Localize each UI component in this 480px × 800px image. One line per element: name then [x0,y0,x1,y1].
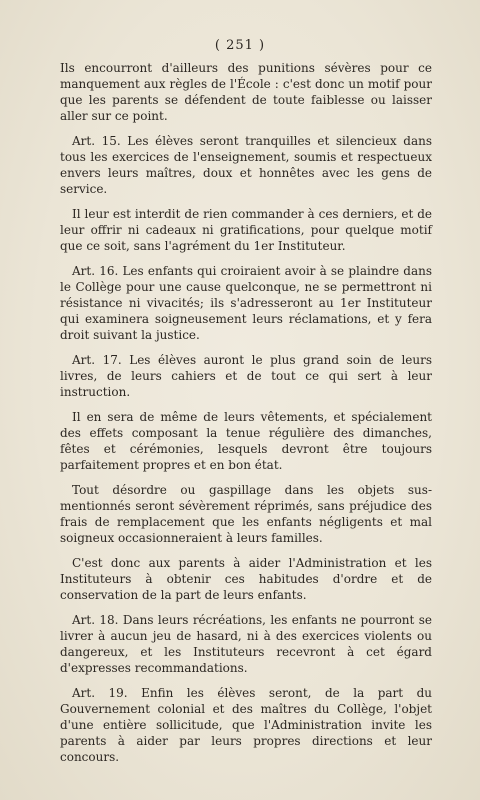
paragraph-3: Il leur est interdit de rien commander à ces derniers, et de leur offrir ni cadeaux ni gratifications, pour quelque motif que ce soit, sans l'agrément du 1er Instituteur. [60,207,432,253]
paragraph-8: C'est donc aux parents à aider l'Administration et les Instituteurs à obtenir ces habitudes d'ordre et de conservation de la part de leurs enfants. [60,556,432,602]
paragraph-art-16: Art. 16. Les enfants qui croiraient avoir à se plaindre dans le Collège pour une cause quelconque, ne se permettront ni résistance ni vivacités; ils s'adresseront au 1er Instituteur qui examinera soigneusement leurs réclamations, et y fera droit suivant la justice. [60,264,432,342]
paragraph-art-17: Art. 17. Les élèves auront le plus grand soin de leurs livres, de leurs cahiers et de tout ce qui sert à leur instruction. [60,353,432,399]
body-text [60,60,432,774]
page-number: ( 251 ) [214,38,266,53]
paragraph-art-15: Art. 15. Les élèves seront tranquilles et silencieux dans tous les exercices de l'enseignement, soumis et respectueux envers leurs maîtres, doux et honnêtes avec les gens de service. [60,134,432,196]
paragraph-7: Tout désordre ou gaspillage dans les objets sus-mentionnés seront sévèrement réprimés, sans préjudice des frais de remplacement que les enfants négligents et mal soigneux occasionneraient à leurs familles. [60,483,432,545]
paragraph-art-19: Art. 19. Enfin les élèves seront, de la part du Gouvernement colonial et des maîtres du Collège, l'objet d'une entière sollicitude, que l'Administration invite les parents à aider par leurs propres directions et leur concours. [60,686,432,764]
paragraph-6: Il en sera de même de leurs vêtements, et spécialement des effets composant la tenue régulière des dimanches, fêtes et cérémonies, lesquels devront être toujours parfaitement propres et en bon état. [60,410,432,472]
paragraph-art-18: Art. 18. Dans leurs récréations, les enfants ne pourront se livrer à aucun jeu de hasard, ni à des exercices violents ou dangereux, et les Instituteurs recevront à cet égard d'expresses recommandations. [60,613,432,675]
paragraph-1: Ils encourront d'ailleurs des punitions sévères pour ce manquement aux règles de l'École : c'est donc un motif pour que les parents se défendent de toute faiblesse ou laisser aller sur ce point. [60,61,432,123]
